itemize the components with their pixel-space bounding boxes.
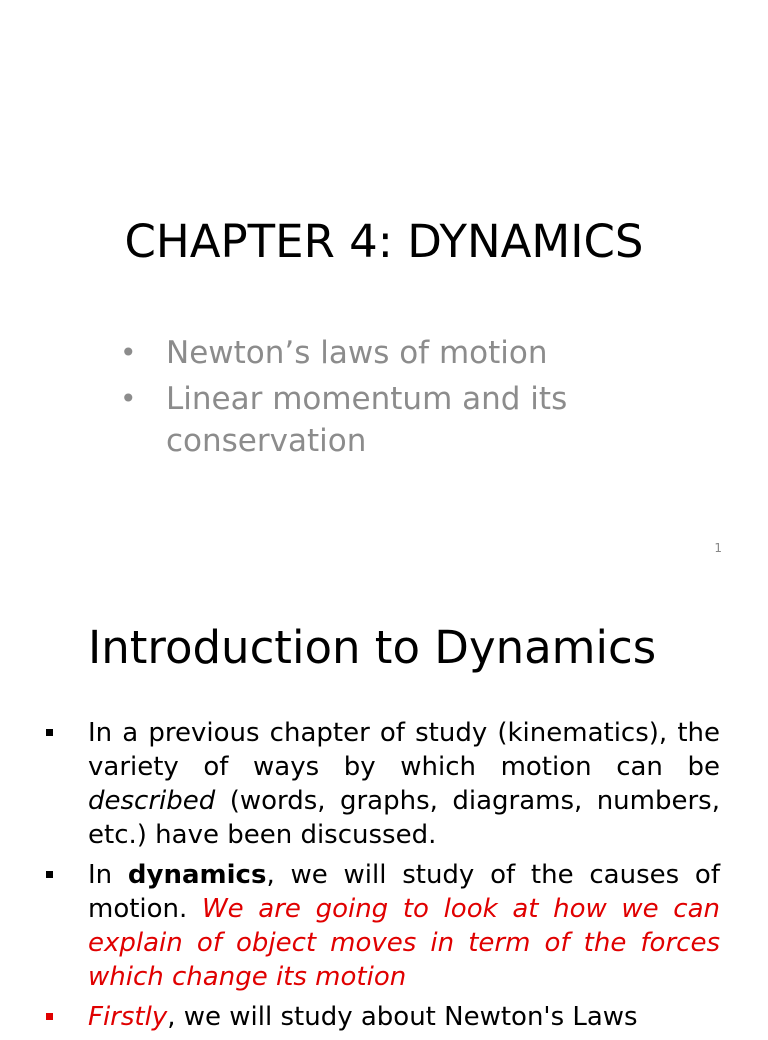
italic-text: described [88, 786, 216, 816]
slide-1-title: CHAPTER 4: DYNAMICS [124, 215, 644, 268]
page-number: 1 [714, 541, 722, 555]
bullet-text: Linear momentum and its conservation [166, 381, 568, 459]
bullet-text: In [88, 860, 128, 890]
list-item [40, 716, 720, 852]
bullet-text: , we will study about Newton's Laws [167, 1002, 638, 1032]
slide-2 [0, 576, 768, 1032]
bullet-text: Newton’s laws of motion [166, 335, 548, 371]
bold-text: dynamics [127, 860, 267, 890]
square-bullet-icon [46, 871, 53, 878]
list-item [40, 858, 720, 994]
bullet-icon: • [120, 336, 137, 369]
bullet-icon: • [120, 382, 137, 415]
bullet-text: , we will study of the causes of motion. [88, 860, 720, 924]
bullet-text: (words, graphs, diagrams, numbers, etc.) have been discussed. [88, 786, 720, 850]
list-item [116, 378, 636, 462]
square-bullet-icon [46, 1013, 53, 1020]
slide-2-title: Introduction to Dynamics [88, 621, 657, 674]
slide-2-bullet-list [40, 716, 720, 1040]
square-bullet-icon [46, 729, 53, 736]
slide-1-bullet-list [116, 332, 636, 466]
highlighted-text: We are going to look at how we can explain of object moves in term of the forces which change its motion [88, 894, 720, 992]
highlighted-text: Firstly [88, 1002, 168, 1032]
bullet-text: In a previous chapter of study (kinematics), the variety of ways by which motion can be [88, 718, 720, 782]
list-item [116, 332, 636, 374]
list-item [40, 1000, 720, 1034]
